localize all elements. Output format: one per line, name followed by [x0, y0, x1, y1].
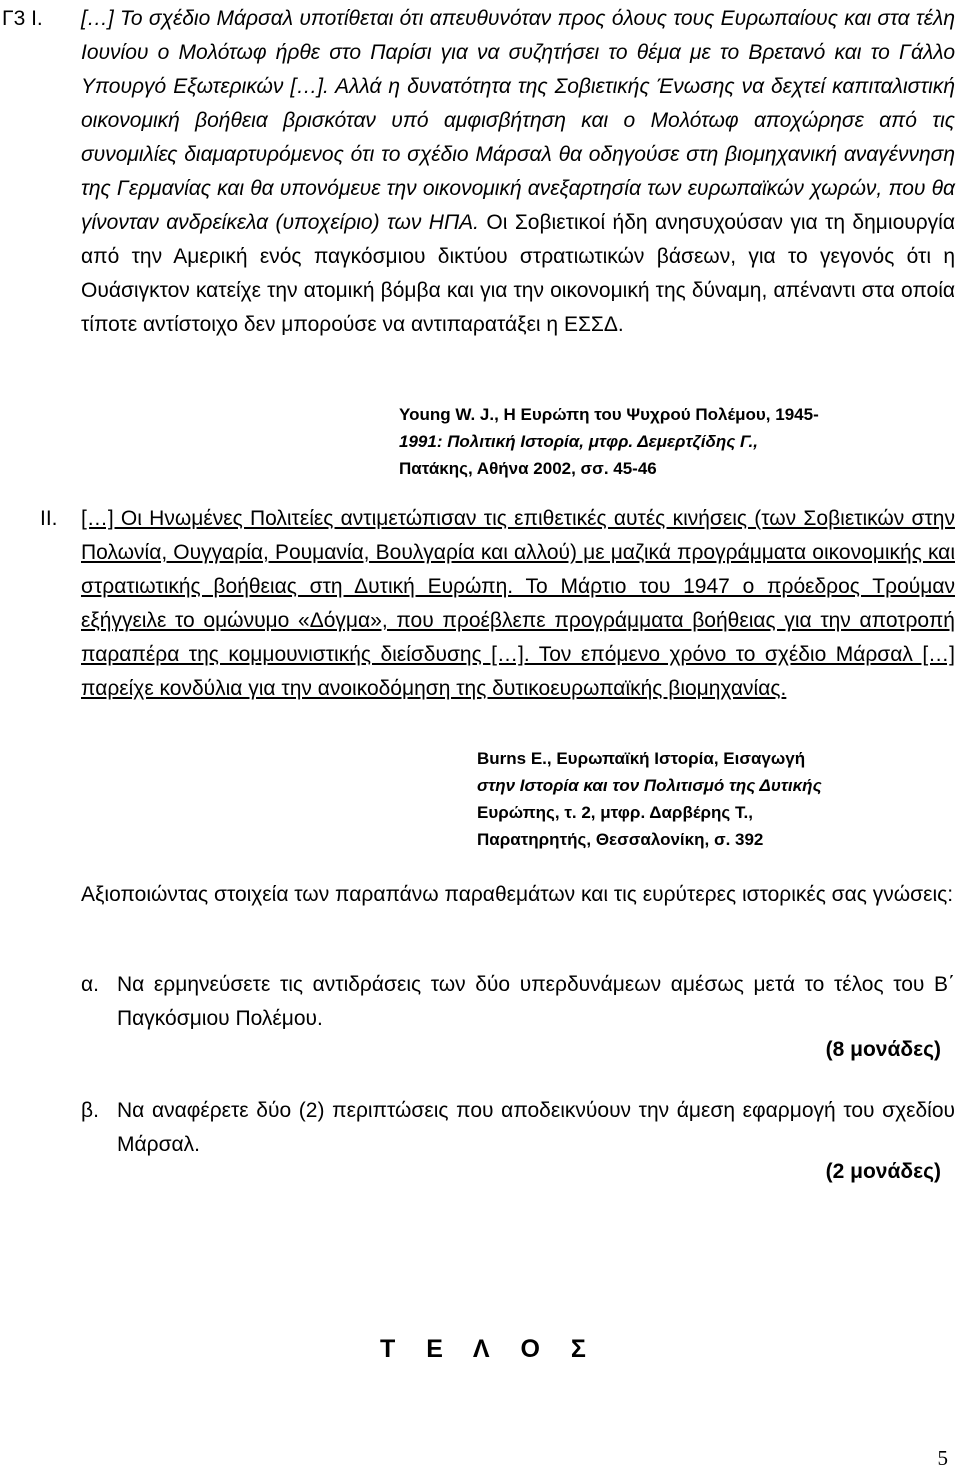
question-b-marks: (2 μονάδες): [825, 1160, 941, 1183]
reference-young-line1: Young W. J., Η Ευρώπη του Ψυχρού Πολέμου, 1945-: [399, 405, 819, 424]
reference-burns-line4: Παρατηρητής, Θεσσαλονίκη, σ. 392: [477, 830, 764, 849]
source-ii-underlined: […] Οι Ηνωμένες Πολιτείες αντιμετώπισαν τις επιθετικές αυτές κινήσεις (των Σοβιετικών στην Πολωνία, Ουγγαρία, Ρουμανία, Βουλγαρία και αλλού) με μαζικά προγράμματα οικονομικής και στρατιωτικής βοήθειας στη Δυτική Ευρώπη. Το Μάρτιο του 1947 ο πρόεδρος Τρούμαν εξήγγειλε το ομώνυμο «Δόγμα», που προέβλεπε προγράμματα βοήθειας για την αποτροπή παραπέρα της κομμουνιστικής διείσδυσης […]. Τον επόμενο χρόνο το σχέδιο Μάρσαλ […] παρείχε κονδύλια για την ανοικοδόμηση της δυτικοευρωπαϊκής βιομηχανίας.: [81, 507, 955, 700]
section-ii-label: ΙΙ.: [40, 507, 58, 530]
reference-burns-line3: Ευρώπης, τ. 2, μτφρ. Δαρβέρης Τ.,: [477, 803, 753, 822]
source-i-text: [81, 2, 955, 342]
page-number: 5: [937, 1446, 948, 1470]
question-b-label: β.: [81, 1099, 99, 1122]
source-i-italic: […] Το σχέδιο Μάρσαλ υποτίθεται ότι απευθυνόταν προς όλους τους Ευρωπαίους και στα τέλη Ιουνίου ο Μολότωφ ήρθε στο Παρίσι για να συζητήσει το θέμα με το Βρετανό και το Γάλλο Υπουργό Εξωτερικών […]. Αλλά η δυνατότητα της Σοβιετικής Ένωσης να δεχτεί καπιταλιστική οικονομική βοήθεια βρισκόταν υπό αμφισβήτηση και ο Μολότωφ αποχώρησε από τις συνομιλίες διαμαρτυρόμενος ότι το σχέδιο Μάρσαλ θα οδηγούσε στη βιομηχανική αναγέννηση της Γερμανίας και θα υπονόμευε την οικονομική ανεξαρτησία των ευρωπαϊκών χωρών, που θα γίνονταν ανδρείκελα (υποχείριο) των ΗΠΑ.: [81, 7, 955, 234]
question-b-text: Να αναφέρετε δύο (2) περιπτώσεις που αποδεικνύουν την άμεση εφαρμογή του σχεδίου Μάρσαλ.: [117, 1099, 955, 1156]
question-a-text: Να ερμηνεύσετε τις αντιδράσεις των δύο υπερδυνάμεων αμέσως μετά το τέλος του Β΄ Παγκόσμιου Πολέμου.: [117, 973, 955, 1030]
end-marker: Τ Ε Λ Ο Σ: [380, 1335, 598, 1363]
reference-young-line2: 1991: Πολιτική Ιστορία, μτφρ. Δεμερτζίδης Γ.,: [399, 432, 758, 451]
section-g3-label: Γ3 Ι.: [2, 7, 43, 30]
reference-burns-line1: Burns E., Ευρωπαϊκή Ιστορία, Εισαγωγή: [477, 749, 806, 768]
reference-young: [399, 401, 955, 482]
reference-young-line3: Πατάκης, Αθήνα 2002, σσ. 45-46: [399, 459, 657, 478]
question-a-marks: (8 μονάδες): [825, 1038, 941, 1061]
source-i-normal: Οι Σοβιετικοί ήδη ανησυχούσαν για τη δημιουργία από την Αμερική ενός παγκόσμιου δικτύου στρατιωτικών βάσεων, για το γεγονός ότι η Ουάσιγκτον κατείχε την ατομική βόμβα και για την οικονομική της δύναμη, απέναντι στα οποία τίποτε αντίστοιχο δεν μπορούσε να αντιπαρατάξει η ΕΣΣΔ.: [81, 211, 955, 336]
reference-burns: [477, 745, 955, 853]
reference-burns-line2: στην Ιστορία και τον Πολιτισμό της Δυτικής: [477, 776, 822, 795]
instruction-text: Αξιοποιώντας στοιχεία των παραπάνω παραθεμάτων και τις ευρύτερες ιστορικές σας γνώσεις:: [81, 883, 954, 906]
source-ii-text: [81, 502, 955, 706]
question-a-label: α.: [81, 973, 99, 996]
